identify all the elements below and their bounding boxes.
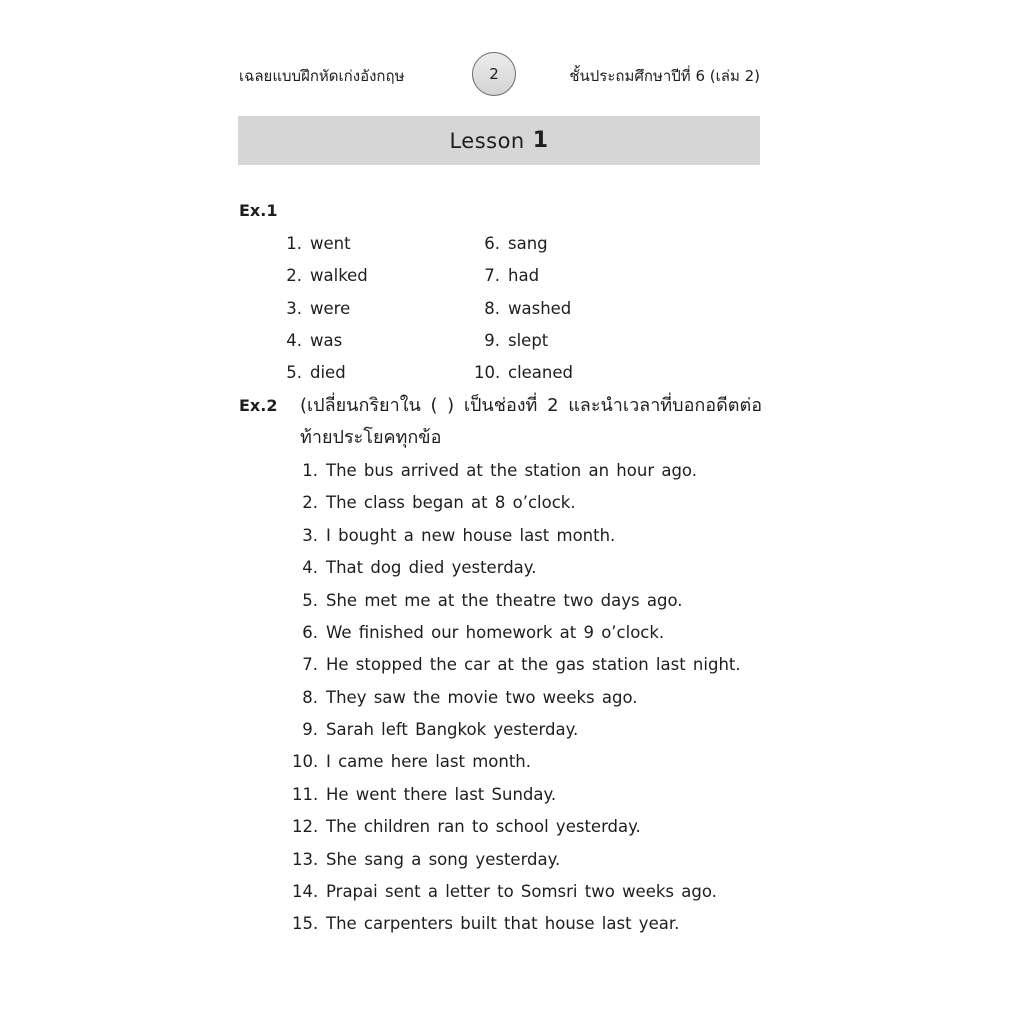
page-number-badge <box>472 52 516 96</box>
ex1-answer-number: 9. <box>484 331 500 350</box>
ex1-answer-text: cleaned <box>508 363 574 382</box>
ex1-answer-text: was <box>310 331 343 350</box>
ex2-answer-number: 2. <box>302 493 318 512</box>
ex2-answer-text: The carpenters built that house last year. <box>326 914 680 933</box>
ex2-answer <box>292 718 578 742</box>
lesson-label: Lesson <box>449 128 525 153</box>
ex2-answer <box>292 880 717 904</box>
ex2-answer-text: That dog died yesterday. <box>326 558 537 577</box>
ex1-answer-number: 4. <box>286 331 302 350</box>
ex1-answer-number: 6. <box>484 234 500 253</box>
ex2-instruction: (เปลี่ยนกริยาใน ( ) เป็นช่องที่ 2 และนำเวลาที่บอกอดีตต่อท้ายประโยคทุกข้อ <box>300 395 762 448</box>
ex1-answer-number: 2. <box>286 266 302 285</box>
ex1-answer-text: died <box>310 363 346 382</box>
ex2-answer-number: 14. <box>292 882 319 901</box>
ex1-answer-text: were <box>310 299 351 318</box>
ex2-answer-text: She sang a song yesterday. <box>326 850 561 869</box>
ex2-answer-number: 6. <box>302 623 318 642</box>
ex2-answer-text: Sarah left Bangkok yesterday. <box>326 720 579 739</box>
ex2-answer <box>292 848 560 872</box>
ex1-answer-number: 3. <box>286 299 302 318</box>
ex2-answer-number: 11. <box>292 785 319 804</box>
ex2-answer-number: 7. <box>302 655 318 674</box>
ex2-answer-number: 3. <box>302 526 318 545</box>
grade-title: ชั้นประถมศึกษาปีที่ 6 (เล่ม 2) <box>569 67 760 85</box>
ex2-answer-number: 8. <box>302 688 318 707</box>
ex2-answer-text: She met me at the theatre two days ago. <box>326 591 683 610</box>
ex1-answer-number: 5. <box>286 363 302 382</box>
ex2-answer-text: He went there last Sunday. <box>326 785 557 804</box>
ex2-answer-text: The bus arrived at the station an hour ago. <box>326 461 697 480</box>
ex2-answer <box>292 750 531 774</box>
ex2-answer <box>292 783 556 807</box>
ex2-answer <box>292 815 641 839</box>
ex1-answer <box>276 361 346 385</box>
ex2-label: Ex.2 <box>239 396 278 415</box>
ex1-answer-text: went <box>310 234 351 253</box>
ex2-answer <box>292 589 683 613</box>
ex2-answer-text: He stopped the car at the gas station last night. <box>326 655 741 674</box>
ex2-answer-text: We finished our homework at 9 o’clock. <box>326 623 665 642</box>
ex2-answer-text: The class began at 8 o’clock. <box>326 493 576 512</box>
ex1-answer-number: 7. <box>484 266 500 285</box>
ex1-answer-text: slept <box>508 331 549 350</box>
ex1-answer <box>474 329 548 353</box>
ex1-answer-number: 10. <box>474 363 501 382</box>
page-number: 2 <box>489 65 499 83</box>
ex1-answer <box>276 297 350 321</box>
ex1-answer-text: walked <box>310 266 368 285</box>
ex1-answer <box>276 329 342 353</box>
lesson-number: 1 <box>532 128 549 153</box>
ex2-answer-number: 9. <box>302 720 318 739</box>
ex2-answer-text: I came here last month. <box>326 752 531 771</box>
ex2-answer-text: I bought a new house last month. <box>326 526 616 545</box>
ex1-answer-number: 8. <box>484 299 500 318</box>
ex2-answer-text: They saw the movie two weeks ago. <box>326 688 638 707</box>
ex2-answer-number: 1. <box>302 461 318 480</box>
ex2-answer-number: 10. <box>292 752 319 771</box>
ex1-answer-text: sang <box>508 234 548 253</box>
ex2-answer <box>292 912 679 936</box>
ex1-answer <box>276 264 368 288</box>
ex2-answer <box>292 491 576 515</box>
ex1-answer-text: had <box>508 266 540 285</box>
ex1-answer <box>276 232 351 256</box>
ex1-label: Ex.1 <box>239 201 278 220</box>
ex2-answer <box>292 556 536 580</box>
ex1-answer <box>474 232 548 256</box>
ex2-answer-text: Prapai sent a letter to Somsri two weeks ago. <box>326 882 717 901</box>
ex2-answer-text: The children ran to school yesterday. <box>326 817 641 836</box>
ex1-answer <box>474 297 571 321</box>
ex1-answer-number: 1. <box>286 234 302 253</box>
ex2-answer-number: 15. <box>292 914 319 933</box>
ex2-answer <box>292 653 741 677</box>
ex1-answer-text: washed <box>508 299 572 318</box>
ex2-answer <box>292 459 697 483</box>
ex2-answer-number: 5. <box>302 591 318 610</box>
lesson-banner <box>238 116 760 165</box>
ex2-answer-number: 12. <box>292 817 319 836</box>
ex2-answer <box>292 621 664 645</box>
book-title: เฉลยแบบฝึกหัดเก่งอังกฤษ <box>239 67 405 85</box>
ex2-answer <box>292 524 615 548</box>
ex1-answer <box>474 361 573 385</box>
ex2-answer <box>292 686 638 710</box>
ex1-answer <box>474 264 539 288</box>
ex2-answer-number: 4. <box>302 558 318 577</box>
ex2-answer-number: 13. <box>292 850 319 869</box>
